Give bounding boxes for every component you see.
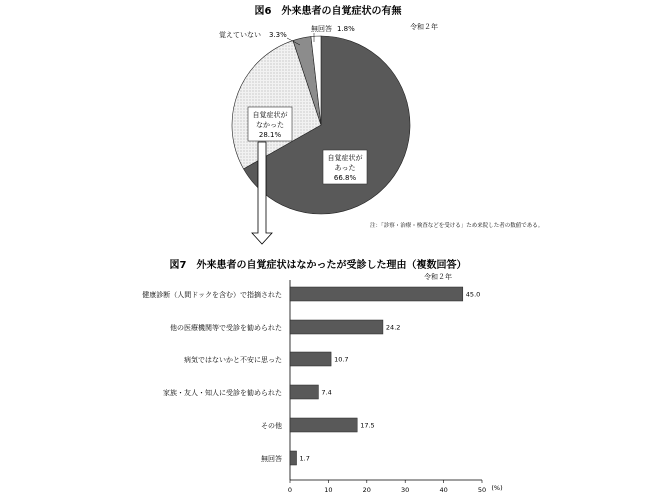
- pie-value-label: 66.8%: [333, 174, 357, 182]
- pie-label-line: 無回答: [311, 25, 332, 33]
- pie-label-line: 覚えていない: [219, 31, 261, 39]
- pie-subtitle: 令和２年: [410, 23, 438, 31]
- category-label: 他の医療機関等で受診を勧められた: [170, 324, 282, 332]
- pie-value-label: 1.8%: [337, 25, 355, 33]
- bar: [290, 352, 331, 366]
- x-tick-label: 0: [287, 486, 293, 494]
- pie-label-line: 自覚症状が: [327, 154, 363, 162]
- category-label: 家族・友人・知人に受診を勧められた: [163, 389, 282, 397]
- x-tick-label: 50: [477, 486, 487, 494]
- category-label: 無回答: [261, 455, 282, 463]
- bar-value-label: 24.2: [385, 323, 401, 332]
- bar-value-label: 17.5: [360, 421, 375, 430]
- pie-note: 注：「診察・治療・検査などを受ける」ため来院した者の数値である。: [370, 223, 544, 229]
- x-tick-label: 40: [439, 486, 448, 494]
- pie-label-line: 自覚症状が: [252, 111, 288, 119]
- pie-label-line: あった: [334, 164, 356, 172]
- category-label: 健康診断（人間ドックを含む）で指摘された: [142, 291, 282, 299]
- category-label: 病気ではないかと不安に思った: [184, 356, 282, 364]
- bar: [290, 287, 463, 301]
- pie-value-label: 3.3%: [269, 31, 287, 39]
- x-tick-label: 20: [362, 486, 371, 494]
- x-tick-label: 30: [401, 486, 410, 494]
- pie-title: 図6 外来患者の自覚症状の有無: [254, 6, 402, 17]
- bar-value-label: 7.4: [321, 388, 332, 397]
- pie-value-label: 28.1%: [258, 131, 282, 139]
- bar: [290, 451, 297, 465]
- pie-label-with-symptoms: [323, 150, 367, 184]
- pie-label-line: なかった: [256, 121, 284, 129]
- bar-value-label: 45.0: [465, 290, 481, 299]
- bar-value-label: 10.7: [334, 355, 349, 364]
- bar: [290, 320, 383, 334]
- category-labels: [142, 290, 282, 463]
- bar-value-label: 1.7: [299, 454, 310, 463]
- bar-subtitle: 令和２年: [424, 273, 452, 281]
- bar: [290, 418, 357, 432]
- bar: [290, 385, 318, 399]
- bar-title: 図7 外来患者の自覚症状はなかったが受診した理由（複数回答）: [169, 260, 467, 271]
- x-axis-unit: (%): [491, 484, 503, 492]
- category-label: その他: [261, 422, 282, 430]
- x-ticks: [288, 480, 486, 494]
- x-tick-label: 10: [324, 486, 333, 494]
- bars: [290, 287, 480, 465]
- pie-label-without-symptoms: [248, 107, 292, 141]
